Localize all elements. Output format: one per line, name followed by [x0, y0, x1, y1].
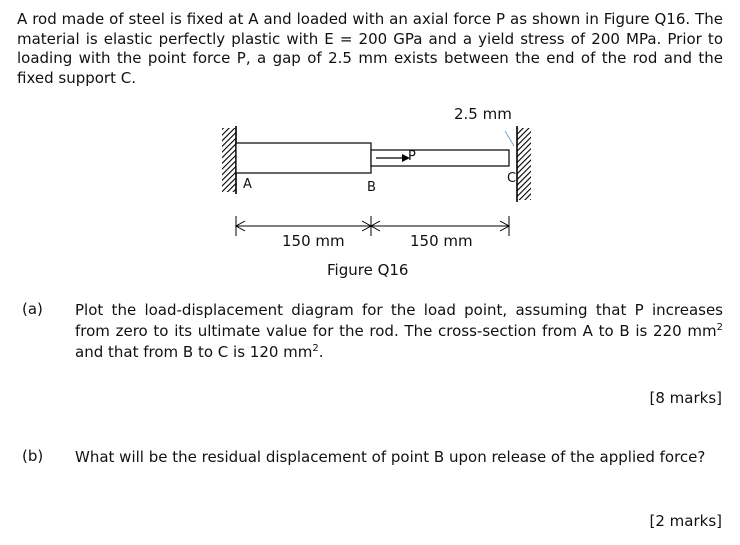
- right-wall: [517, 128, 531, 200]
- rod-segment-ab: [236, 143, 371, 173]
- gap-leader: [505, 131, 514, 146]
- force-label: P: [408, 149, 416, 164]
- point-c-label: C: [507, 171, 517, 186]
- part-b-marks: [2 marks]: [649, 512, 722, 530]
- gap-label: 2.5 mm: [454, 105, 512, 123]
- problem-intro: A rod made of steel is fixed at A and loaded with an axial force P as shown in Figure Q16. The material is elastic perfectly plastic with E = 200 GPa and a yield stress of 200 MPa. Prior to loading with the point force P, a gap of 2.5 mm exists between the end of the rod and the fixed support C.: [17, 10, 723, 87]
- point-a-label: A: [243, 177, 252, 192]
- point-b-label: B: [367, 180, 376, 195]
- part-a-label: (a): [22, 300, 43, 318]
- part-a-marks: [8 marks]: [649, 389, 722, 407]
- left-wall: [222, 128, 236, 192]
- part-b-text: What will be the residual displacement of point B upon release of the applied force?: [75, 448, 706, 466]
- part-a-text: Plot the load-displacement diagram for the load point, assuming that P increases from zero to its ultimate value for the rod. The cross-section from A to B is 220 $mm^2$ and that from B to C is 120 $mm^2$.: [75, 301, 723, 361]
- dimension-bc: 150 mm: [410, 232, 473, 250]
- part-b-label: (b): [22, 447, 44, 465]
- dimension-ab: 150 mm: [282, 232, 345, 250]
- figure-caption: Figure Q16: [327, 261, 409, 279]
